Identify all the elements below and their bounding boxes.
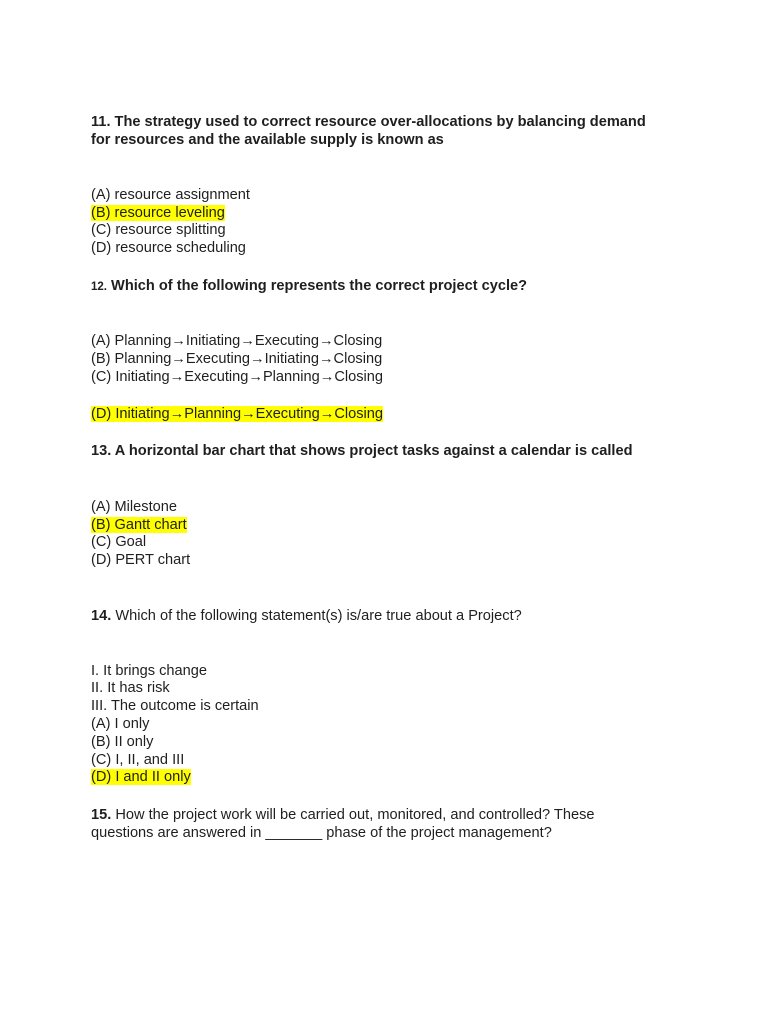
highlighted-answer: (B) Gantt chart [91, 517, 187, 533]
question-12-option-c: (C) Initiating→Executing→Planning→Closing [91, 369, 384, 385]
question-13-text: A horizontal bar chart that shows project tasks against a calendar is called [111, 443, 633, 459]
question-11-line-1 [91, 113, 646, 131]
question-13-number: 13. [91, 443, 112, 459]
question-13-line [91, 442, 633, 460]
question-11-option-a: (A) resource assignment [91, 187, 250, 203]
highlighted-answer: (D) Initiating→Planning→Executing→Closing [91, 406, 384, 422]
question-12-text: Which of the following represents the correct project cycle? [107, 278, 528, 294]
question-11-number: 11 [91, 114, 107, 130]
question-13-option-d: (D) PERT chart [91, 552, 191, 568]
highlighted-answer: (D) I and II only [91, 769, 191, 785]
question-12-option-b: (B) Planning→Executing→Initiating→Closing [91, 351, 383, 367]
question-12-line [91, 277, 527, 296]
question-11-option-b [91, 204, 225, 222]
question-14-number: 14. [91, 608, 112, 624]
question-11-text-1: . The strategy used to correct resource over-allocations by balancing demand [106, 114, 646, 130]
question-14-option-d [91, 768, 191, 786]
question-11-line-2: for resources and the available supply is known as [91, 132, 444, 148]
question-12-number: 12. [91, 281, 107, 293]
question-14-text: Which of the following statement(s) is/are true about a Project? [111, 608, 522, 624]
question-14-statement-1: I. It brings change [91, 663, 208, 679]
question-13-option-c: (C) Goal [91, 534, 147, 550]
question-15-line-2: questions are answered in _______ phase of the project management? [91, 825, 552, 841]
highlighted-answer: (B) resource leveling [91, 205, 225, 221]
question-12-option-a: (A) Planning→Initiating→Executing→Closing [91, 333, 383, 349]
question-14-option-c: (C) I, II, and III [91, 752, 185, 768]
question-15-text-1: How the project work will be carried out, monitored, and controlled? These [111, 807, 595, 823]
question-11-option-c: (C) resource splitting [91, 222, 226, 238]
question-14-statement-2: II. It has risk [91, 680, 170, 696]
question-12-option-d [91, 405, 383, 423]
question-15-line-1 [91, 806, 595, 824]
question-14-option-b: (B) II only [91, 734, 154, 750]
question-14-line [91, 607, 522, 625]
question-11-option-d: (D) resource scheduling [91, 240, 246, 256]
question-14-option-a: (A) I only [91, 716, 150, 732]
question-13-option-a: (A) Milestone [91, 499, 177, 515]
question-14-statement-3: III. The outcome is certain [91, 698, 259, 714]
question-13-option-b [91, 516, 187, 534]
question-15-number: 15. [91, 807, 112, 823]
